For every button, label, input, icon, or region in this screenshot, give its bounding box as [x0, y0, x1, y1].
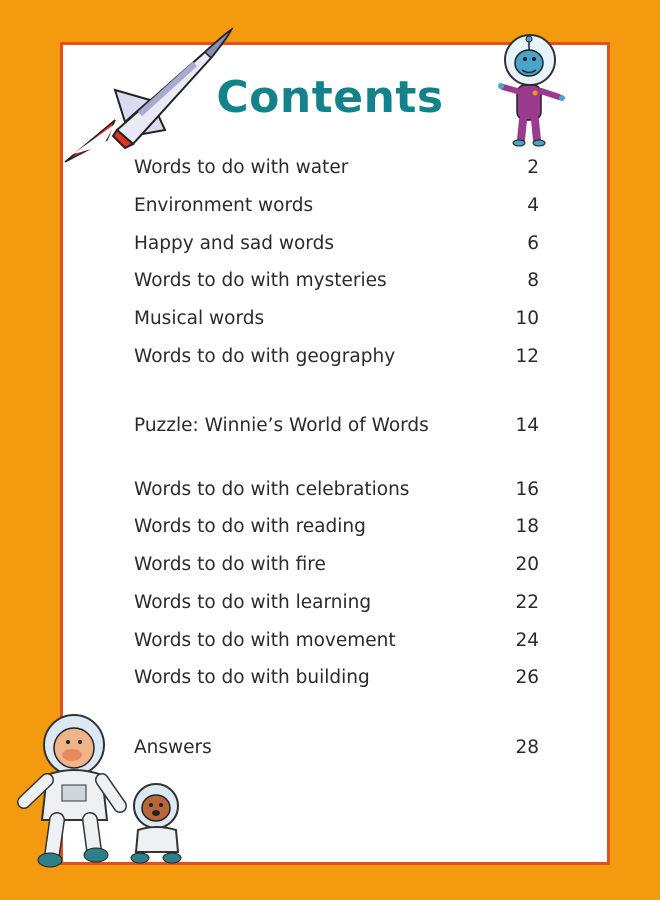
toc-entry-label: Musical words — [134, 308, 265, 329]
toc-entry-label: Words to do with mysteries — [134, 270, 387, 291]
page-title: Contents — [216, 72, 444, 123]
toc-entry-label: Words to do with water — [134, 157, 349, 178]
toc-entry-page: 24 — [515, 630, 539, 651]
toc-entry-page: 26 — [515, 667, 539, 688]
toc-entry-label: Environment words — [134, 195, 314, 216]
toc-entry — [134, 157, 539, 178]
space-dog-illustration — [120, 780, 195, 865]
toc-entry — [134, 195, 539, 216]
toc-entry — [134, 737, 539, 758]
toc-entry-page: 2 — [527, 157, 539, 178]
toc-entry-label: Happy and sad words — [134, 233, 334, 254]
toc-entry — [134, 346, 539, 367]
toc-entry-label: Words to do with reading — [134, 516, 366, 537]
astronaut-illustration — [12, 710, 137, 870]
toc-entry-label: Words to do with geography — [134, 346, 396, 367]
toc-entry — [134, 516, 539, 537]
toc-entry-page: 8 — [527, 270, 539, 291]
toc-entry-page: 10 — [515, 308, 539, 329]
toc-entry-label: Answers — [134, 737, 212, 758]
toc-entry-page: 12 — [515, 346, 539, 367]
toc-entry-label: Words to do with learning — [134, 592, 372, 613]
toc-entry-page: 18 — [515, 516, 539, 537]
toc-entry — [134, 630, 539, 651]
toc-entry — [134, 308, 539, 329]
toc-entry-label: Words to do with celebrations — [134, 479, 410, 500]
toc-entry — [134, 667, 539, 688]
toc-entry-page: 16 — [515, 479, 539, 500]
toc-entry-label: Puzzle: Winnie’s World of Words — [134, 415, 429, 436]
toc-entry-label: Words to do with fire — [134, 554, 326, 575]
toc-entry-page: 20 — [515, 554, 539, 575]
toc-entry-label: Words to do with building — [134, 667, 370, 688]
toc-entry — [134, 592, 539, 613]
toc-entry-label: Words to do with movement — [134, 630, 396, 651]
toc-entry-page: 4 — [527, 195, 539, 216]
toc-entry-page: 28 — [515, 737, 539, 758]
toc-entry-page: 22 — [515, 592, 539, 613]
toc-entry-page: 14 — [515, 415, 539, 436]
toc-entry-page: 6 — [527, 233, 539, 254]
toc-entry — [134, 479, 539, 500]
toc-entry — [134, 554, 539, 575]
toc-entry — [134, 415, 539, 436]
toc-entry — [134, 270, 539, 291]
toc-entry — [134, 233, 539, 254]
